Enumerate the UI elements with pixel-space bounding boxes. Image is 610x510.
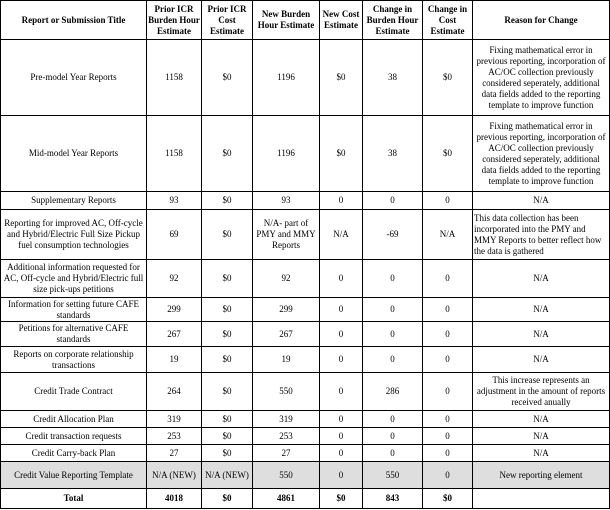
cell-new-hours: 92	[253, 260, 320, 298]
header-prior-cost: Prior ICR Cost Estimate	[202, 1, 253, 40]
cell-prior-hours: 319	[147, 411, 202, 428]
cell-new-cost: 0	[320, 298, 363, 322]
cell-reason: New reporting element	[473, 462, 610, 489]
cell-change-cost: $0	[423, 40, 473, 116]
header-prior-hours: Prior ICR Burden Hour Estimate	[147, 1, 202, 40]
cell-new-hours: 1196	[253, 40, 320, 116]
cell-change-hours: 38	[363, 116, 423, 192]
header-report-title: Report or Submission Title	[1, 1, 147, 40]
header-new-hours: New Burden Hour Estimate	[253, 1, 320, 40]
cell-change-hours: 0	[363, 260, 423, 298]
cell-title: Mid-model Year Reports	[1, 116, 147, 192]
cell-change-cost: 0	[423, 192, 473, 210]
cell-title: Credit Allocation Plan	[1, 411, 147, 428]
cell-change-hours: 0	[363, 192, 423, 210]
cell-reason: This increase represents an adjustment in the amount of reports received anually	[473, 373, 610, 411]
cell-reason: N/A	[473, 260, 610, 298]
cell-new-cost: 0	[320, 192, 363, 210]
cell-change-hours: 0	[363, 322, 423, 347]
header-new-cost: New Cost Estimate	[320, 1, 363, 40]
header-reason: Reason for Change	[473, 1, 610, 40]
cell-title: Credit Carry-back Plan	[1, 445, 147, 462]
total-change-hours: 843	[363, 489, 423, 509]
table-row	[1, 411, 610, 428]
cell-new-cost: 0	[320, 411, 363, 428]
cell-title: Credit Trade Contract	[1, 373, 147, 411]
table-row	[1, 40, 610, 116]
cell-change-cost: 0	[423, 260, 473, 298]
cell-new-hours: 93	[253, 192, 320, 210]
cell-prior-cost: $0	[202, 411, 253, 428]
cell-title: Information for setting future CAFE standards	[1, 298, 147, 322]
total-prior-cost: $0	[202, 489, 253, 509]
cell-prior-cost: $0	[202, 373, 253, 411]
cell-prior-cost: $0	[202, 298, 253, 322]
cell-change-cost: $0	[423, 116, 473, 192]
cell-title: Credit transaction requests	[1, 428, 147, 445]
cell-change-hours: 0	[363, 298, 423, 322]
cell-change-cost: 0	[423, 462, 473, 489]
table-row	[1, 462, 610, 489]
cell-new-hours: 550	[253, 373, 320, 411]
cell-reason: N/A	[473, 411, 610, 428]
cell-prior-cost: $0	[202, 116, 253, 192]
cell-title: Reporting for improved AC, Off-cycle and Hybrid/Electric Full Size Pickup fuel consumption technologies	[1, 210, 147, 260]
cell-reason: Fixing mathematical error in previous reporting, incorporation of AC/OC collection previously considered seperately, additional data fields added to the reporting template to improve function	[473, 40, 610, 116]
total-title: Total	[1, 489, 147, 509]
cell-change-hours: 0	[363, 411, 423, 428]
cell-title: Additional information requested for AC, Off-cycle and Hybrid/Electric full size pick-ups petitions	[1, 260, 147, 298]
cell-reason: N/A	[473, 445, 610, 462]
cell-prior-hours: 27	[147, 445, 202, 462]
cell-prior-hours: 92	[147, 260, 202, 298]
cell-new-cost: N/A	[320, 210, 363, 260]
cell-new-cost: 0	[320, 322, 363, 347]
header-change-cost: Change in Cost Estimate	[423, 1, 473, 40]
table-row	[1, 298, 610, 322]
cell-change-cost: 0	[423, 445, 473, 462]
cell-change-cost: 0	[423, 411, 473, 428]
cell-reason: Fixing mathematical error in previous reporting, incorporation of AC/OC collection previously considered seperately, additional data fields added to the reporting template to improve function	[473, 116, 610, 192]
total-new-cost: $0	[320, 489, 363, 509]
cell-prior-cost: $0	[202, 428, 253, 445]
cell-change-cost: 0	[423, 373, 473, 411]
total-new-hours: 4861	[253, 489, 320, 509]
cell-prior-hours: 264	[147, 373, 202, 411]
table-row	[1, 428, 610, 445]
cell-reason: N/A	[473, 428, 610, 445]
cell-title: Petitions for alternative CAFE standards	[1, 322, 147, 347]
cell-title: Pre-model Year Reports	[1, 40, 147, 116]
cell-prior-hours: 253	[147, 428, 202, 445]
cell-reason: This data collection has been incorporated into the PMY and MMY Reports to better reflect how the data is gathered	[473, 210, 610, 260]
cell-change-hours: 0	[363, 347, 423, 373]
table-row	[1, 210, 610, 260]
header-row	[1, 1, 610, 40]
cell-new-cost: 0	[320, 260, 363, 298]
cell-title: Credit Value Reporting Template	[1, 462, 147, 489]
cell-prior-cost: $0	[202, 40, 253, 116]
cell-prior-hours: 1158	[147, 116, 202, 192]
total-row	[1, 489, 610, 509]
cell-prior-hours: 19	[147, 347, 202, 373]
cell-new-hours: 550	[253, 462, 320, 489]
table-row	[1, 373, 610, 411]
cell-prior-cost: $0	[202, 322, 253, 347]
cell-new-cost: 0	[320, 462, 363, 489]
cell-prior-hours: 267	[147, 322, 202, 347]
cell-prior-cost: N/A (NEW)	[202, 462, 253, 489]
cell-change-cost: 0	[423, 322, 473, 347]
cell-prior-hours: 299	[147, 298, 202, 322]
table-row	[1, 192, 610, 210]
cell-prior-cost: $0	[202, 192, 253, 210]
cell-new-cost: 0	[320, 428, 363, 445]
cell-reason: N/A	[473, 192, 610, 210]
cell-new-hours: 267	[253, 322, 320, 347]
cell-prior-cost: $0	[202, 210, 253, 260]
cell-new-hours: 27	[253, 445, 320, 462]
total-change-cost: $0	[423, 489, 473, 509]
cell-new-hours: 253	[253, 428, 320, 445]
cell-new-hours: N/A- part of PMY and MMY Reports	[253, 210, 320, 260]
cell-reason: N/A	[473, 322, 610, 347]
cell-prior-hours: 93	[147, 192, 202, 210]
cell-change-hours: 0	[363, 428, 423, 445]
header-change-hours: Change in Burden Hour Estimate	[363, 1, 423, 40]
cell-new-cost: $0	[320, 116, 363, 192]
cell-new-hours: 299	[253, 298, 320, 322]
cell-change-cost: 0	[423, 428, 473, 445]
cell-change-hours: 38	[363, 40, 423, 116]
cell-new-hours: 319	[253, 411, 320, 428]
cell-reason: N/A	[473, 298, 610, 322]
cell-new-cost: 0	[320, 373, 363, 411]
cell-reason: N/A	[473, 347, 610, 373]
cell-change-cost: 0	[423, 298, 473, 322]
cell-change-cost: 0	[423, 347, 473, 373]
cell-change-hours: -69	[363, 210, 423, 260]
table-row	[1, 322, 610, 347]
cell-prior-hours: N/A (NEW)	[147, 462, 202, 489]
cell-change-cost: N/A	[423, 210, 473, 260]
cell-prior-hours: 69	[147, 210, 202, 260]
total-reason	[473, 489, 610, 509]
table-row	[1, 116, 610, 192]
total-prior-hours: 4018	[147, 489, 202, 509]
table-row	[1, 347, 610, 373]
cell-prior-cost: $0	[202, 445, 253, 462]
table-row	[1, 445, 610, 462]
table-row	[1, 260, 610, 298]
cell-change-hours: 286	[363, 373, 423, 411]
cell-new-cost: $0	[320, 40, 363, 116]
cell-change-hours: 0	[363, 445, 423, 462]
cell-new-cost: 0	[320, 347, 363, 373]
cell-title: Reports on corporate relationship transactions	[1, 347, 147, 373]
cell-title: Supplementary Reports	[1, 192, 147, 210]
cell-prior-cost: $0	[202, 347, 253, 373]
cell-prior-cost: $0	[202, 260, 253, 298]
cell-new-hours: 19	[253, 347, 320, 373]
cell-change-hours: 550	[363, 462, 423, 489]
cell-prior-hours: 1158	[147, 40, 202, 116]
cell-new-hours: 1196	[253, 116, 320, 192]
cell-new-cost: 0	[320, 445, 363, 462]
